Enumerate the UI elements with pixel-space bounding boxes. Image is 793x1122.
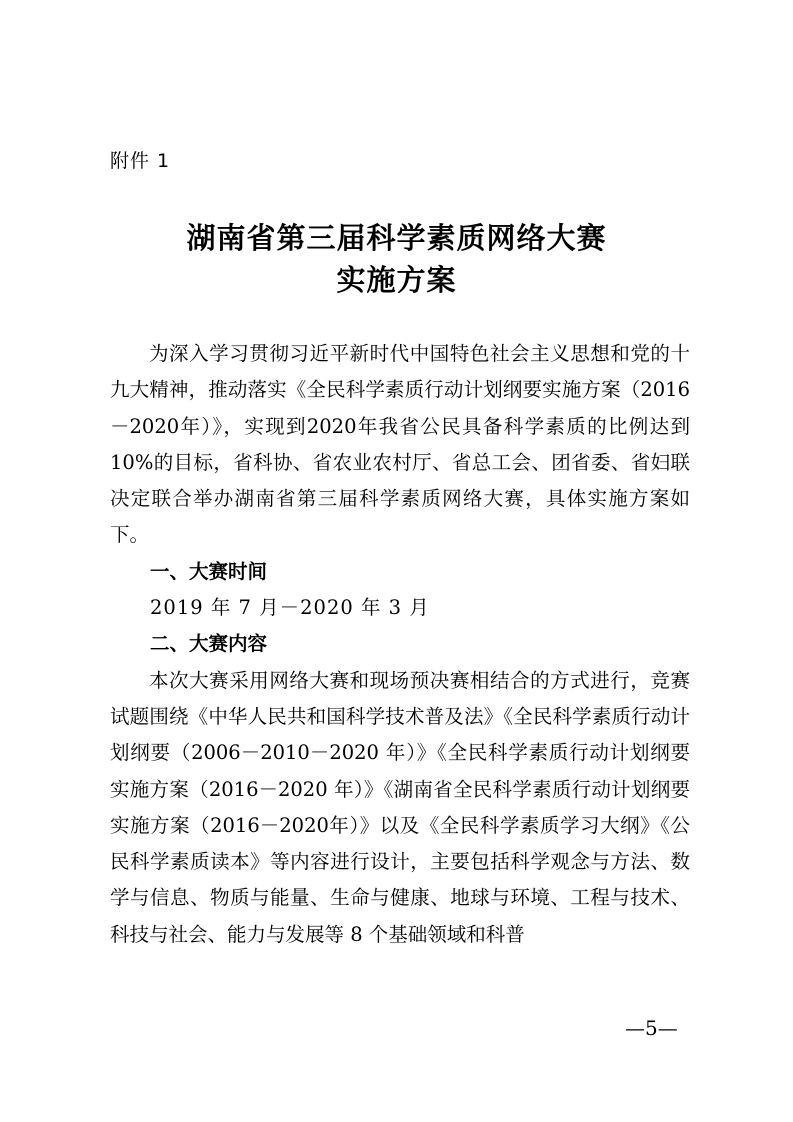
document-body (110, 336, 690, 953)
section-2-heading: 二、大赛内容 (150, 632, 268, 656)
section-1-heading: 一、大赛时间 (150, 559, 268, 583)
section-1-text: 2019 年 7 月－2020 年 3 月 (150, 596, 430, 620)
attachment-label: 附件 1 (110, 150, 171, 172)
page-number: —5— (625, 1016, 678, 1040)
document-title-line-1: 湖南省第三届科学素质网络大赛 (186, 221, 607, 255)
intro-paragraph: 为深入学习贯彻习近平新时代中国特色社会主义思想和党的十九大精神，推动落实《全民科学素质行动计划纲要实施方案（2016－2020年）》，实现到2020年我省公民具备科学素质的比例达到10%的目标，省科协、省农业农村厅、省总工会、团省委、省妇联决定联合举办湖南省第三届科学素质网络大赛，具体实施方案如下。 (110, 342, 690, 547)
section-2-paragraph: 本次大赛采用网络大赛和现场预决赛相结合的方式进行，竞赛试题围绕《中华人民共和国科学技术普及法》《全民科学素质行动计划纲要（2006－2010－2020 年）》《全民科学素质行动计划纲要实施方案（2016－2020 年）》《湖南省全民科学素质行动计划纲要实施方案（2016－2020年）》以及《全民科学素质学习大纲》《公民科学素质读本》等内容进行设计，主要包括科学观念与方法、数学与信息、物质与能量、生命与健康、地球与环境、工程与技术、科技与社会、能力与发展等 8 个基础领域和科普 (110, 668, 690, 946)
document-title-line-2: 实施方案 (336, 263, 457, 297)
